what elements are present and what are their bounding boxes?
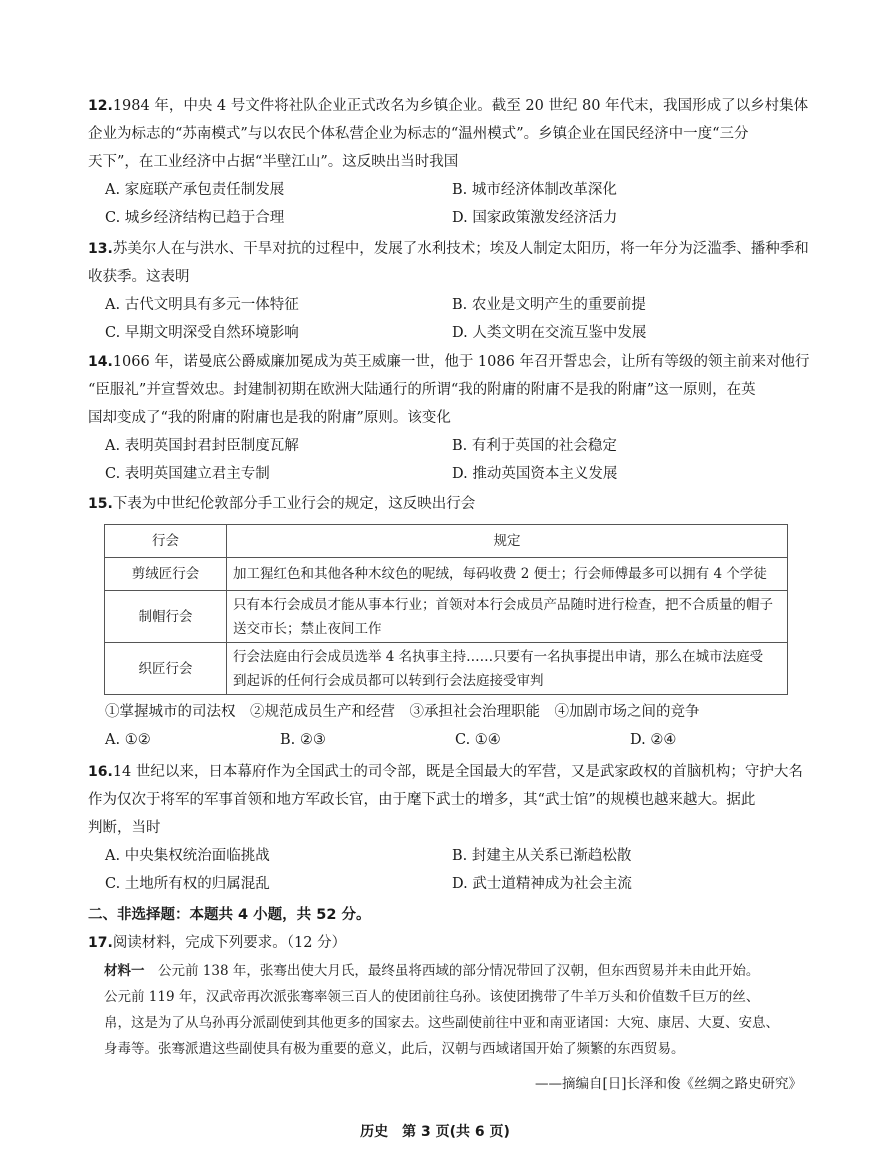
question-stem-line: 13.苏美尔人在与洪水、干旱对抗的过程中，发展了水利技术；埃及人制定太阳历，将一年分为泛滥季、播种季和 (88, 241, 809, 257)
question-stem-line: 16.14 世纪以来，日本幕府作为全国武士的司令部，既是全国最大的军营，又是武家政权的首脑机构；守护大名 (88, 764, 803, 780)
page-footer: 历史 第 3 页(共 6 页) (360, 1124, 510, 1140)
question-stem-line: 判断，当时 (88, 820, 161, 836)
option-b[interactable]: B. 农业是文明产生的重要前提 (452, 297, 646, 313)
question-stem-line: 天下”，在工业经济中占据“半壁江山”。这反映出当时我国 (88, 154, 459, 170)
option-d[interactable]: D. 人类文明在交流互鉴中发展 (452, 325, 647, 341)
guild-rule: 行会法庭由行会成员选举 4 名执事主持……只要有一名执事提出申请，那么在城市法庭受 到起诉的任何行会成员都可以转到行会法庭接受审判 (227, 643, 788, 695)
option-b[interactable]: B. 封建主从关系已渐趋松散 (452, 848, 632, 864)
option-row (88, 432, 788, 460)
option-c[interactable]: C. 早期文明深受自然环境影响 (105, 325, 299, 341)
option-row (88, 204, 788, 232)
option-a[interactable]: A. 家庭联产承包责任制发展 (105, 182, 285, 198)
option-c[interactable]: C. 土地所有权的归属混乱 (105, 876, 270, 892)
question-number: 13. (88, 241, 113, 257)
guild-rule: 只有本行会成员才能从事本行业；首领对本行会成员产品随时进行检查，把不合质量的帽子 送交市长；禁止夜间工作 (227, 591, 788, 643)
question-stem-line: 收获季。这表明 (88, 269, 190, 285)
option-row (88, 842, 788, 870)
question-number: 14. (88, 354, 113, 370)
question-stem-line: 国却变成了“我的附庸的附庸也是我的附庸”原则。该变化 (88, 410, 451, 426)
option-row (88, 291, 788, 319)
question-17 (88, 929, 788, 957)
option-a[interactable]: A. 古代文明具有多元一体特征 (105, 297, 299, 313)
material-source: ——摘编自[日]长泽和俊《丝绸之路史研究》 (534, 1076, 802, 1092)
question-15 (88, 490, 788, 518)
guild-name: 剪绒匠行会 (105, 558, 227, 591)
option-d[interactable]: D. 国家政策激发经济活力 (452, 210, 618, 226)
option-c[interactable]: C. 城乡经济结构已趋于合理 (105, 210, 285, 226)
option-row (88, 870, 788, 898)
option-b[interactable]: B. 有利于英国的社会稳定 (452, 438, 617, 454)
guild-name: 制帽行会 (105, 591, 227, 643)
option-a[interactable]: A. 中央集权统治面临挑战 (105, 848, 270, 864)
option-d[interactable]: D. 推动英国资本主义发展 (452, 466, 618, 482)
question-16 (88, 758, 803, 898)
material-label: 材料一 (104, 963, 145, 979)
option-d[interactable]: D. ②④ (630, 732, 677, 748)
question-stem-line: 17.阅读材料，完成下列要求。（12 分） (88, 935, 347, 951)
table-row (105, 591, 788, 643)
question-number: 12. (88, 98, 113, 114)
question-stem-line: “臣服礼”并宣誓效忠。封建制初期在欧洲大陆通行的所谓“我的附庸的附庸不是我的附庸”这一原则，在英 (88, 382, 756, 398)
option-c[interactable]: C. ①④ (455, 732, 501, 748)
question-14 (88, 348, 810, 488)
question-15-choices (88, 698, 788, 754)
material-line: 材料一 公元前 138 年，张骞出使大月氏，最终虽将西域的部分情况带回了汉朝，但东西贸易并未由此开始。 (104, 963, 760, 979)
guild-rule: 加工猩红色和其他各种木纹色的呢绒，每码收费 2 便士；行会师傅最多可以拥有 4 个学徒 (227, 558, 788, 591)
question-13 (88, 235, 809, 347)
question-stem-line: 企业为标志的“苏南模式”与以农民个体私营企业为标志的“温州模式”。乡镇企业在国民经济中一度“三分 (88, 126, 749, 142)
option-row (88, 176, 788, 204)
option-d[interactable]: D. 武士道精神成为社会主流 (452, 876, 632, 892)
guild-rules-table (104, 524, 788, 695)
option-c[interactable]: C. 表明英国建立君主专制 (105, 466, 270, 482)
question-12 (88, 92, 809, 232)
table-header-row (105, 525, 788, 558)
material-line: 身毒等。张骞派遣这些副使具有极为重要的意义，此后，汉朝与西域诸国开始了频繁的东西贸易。 (104, 1041, 685, 1057)
guild-name: 织匠行会 (105, 643, 227, 695)
table-row (105, 558, 788, 591)
table-header-guild: 行会 (105, 525, 227, 558)
question-number: 15. (88, 496, 113, 512)
table-header-rule: 规定 (227, 525, 788, 558)
statement-items: ①掌握城市的司法权 ②规范成员生产和经营 ③承担社会治理职能 ④加剧市场之间的竞争 (105, 704, 700, 720)
option-b[interactable]: B. ②③ (280, 732, 326, 748)
option-a[interactable]: A. ①② (105, 732, 151, 748)
section-title: 二、非选择题：本题共 4 小题，共 52 分。 (88, 907, 371, 923)
question-stem-line: 14.1066 年，诺曼底公爵威廉加冕成为英王威廉一世，他于 1086 年召开誓忠会，让所有等级的领主前来对他行 (88, 354, 810, 370)
option-a[interactable]: A. 表明英国封君封臣制度瓦解 (105, 438, 299, 454)
question-number: 16. (88, 764, 113, 780)
option-b[interactable]: B. 城市经济体制改革深化 (452, 182, 617, 198)
question-number: 17. (88, 935, 113, 951)
material-line: 公元前 119 年，汉武帝再次派张骞率领三百人的使团前往乌孙。该使团携带了牛羊万头和价值数千巨万的丝、 (104, 989, 760, 1005)
option-row (88, 726, 788, 754)
table-row (105, 643, 788, 695)
option-row (88, 460, 788, 488)
question-stem-line: 12.1984 年，中央 4 号文件将社队企业正式改名为乡镇企业。截至 20 世纪 80 年代末，我国形成了以乡村集体 (88, 98, 809, 114)
material-line: 帛，这是为了从乌孙再分派副使到其他更多的国家去。这些副使前往中亚和南亚诸国：大宛、康居、大夏、安息、 (104, 1015, 779, 1031)
question-stem-line: 作为仅次于将军的军事首领和地方军政长官，由于麾下武士的增多，其“武士馆”的规模也越来越大。据此 (88, 792, 756, 808)
question-stem-line: 15.下表为中世纪伦敦部分手工业行会的规定，这反映出行会 (88, 496, 476, 512)
option-row (88, 319, 788, 347)
material-one (104, 958, 800, 1062)
